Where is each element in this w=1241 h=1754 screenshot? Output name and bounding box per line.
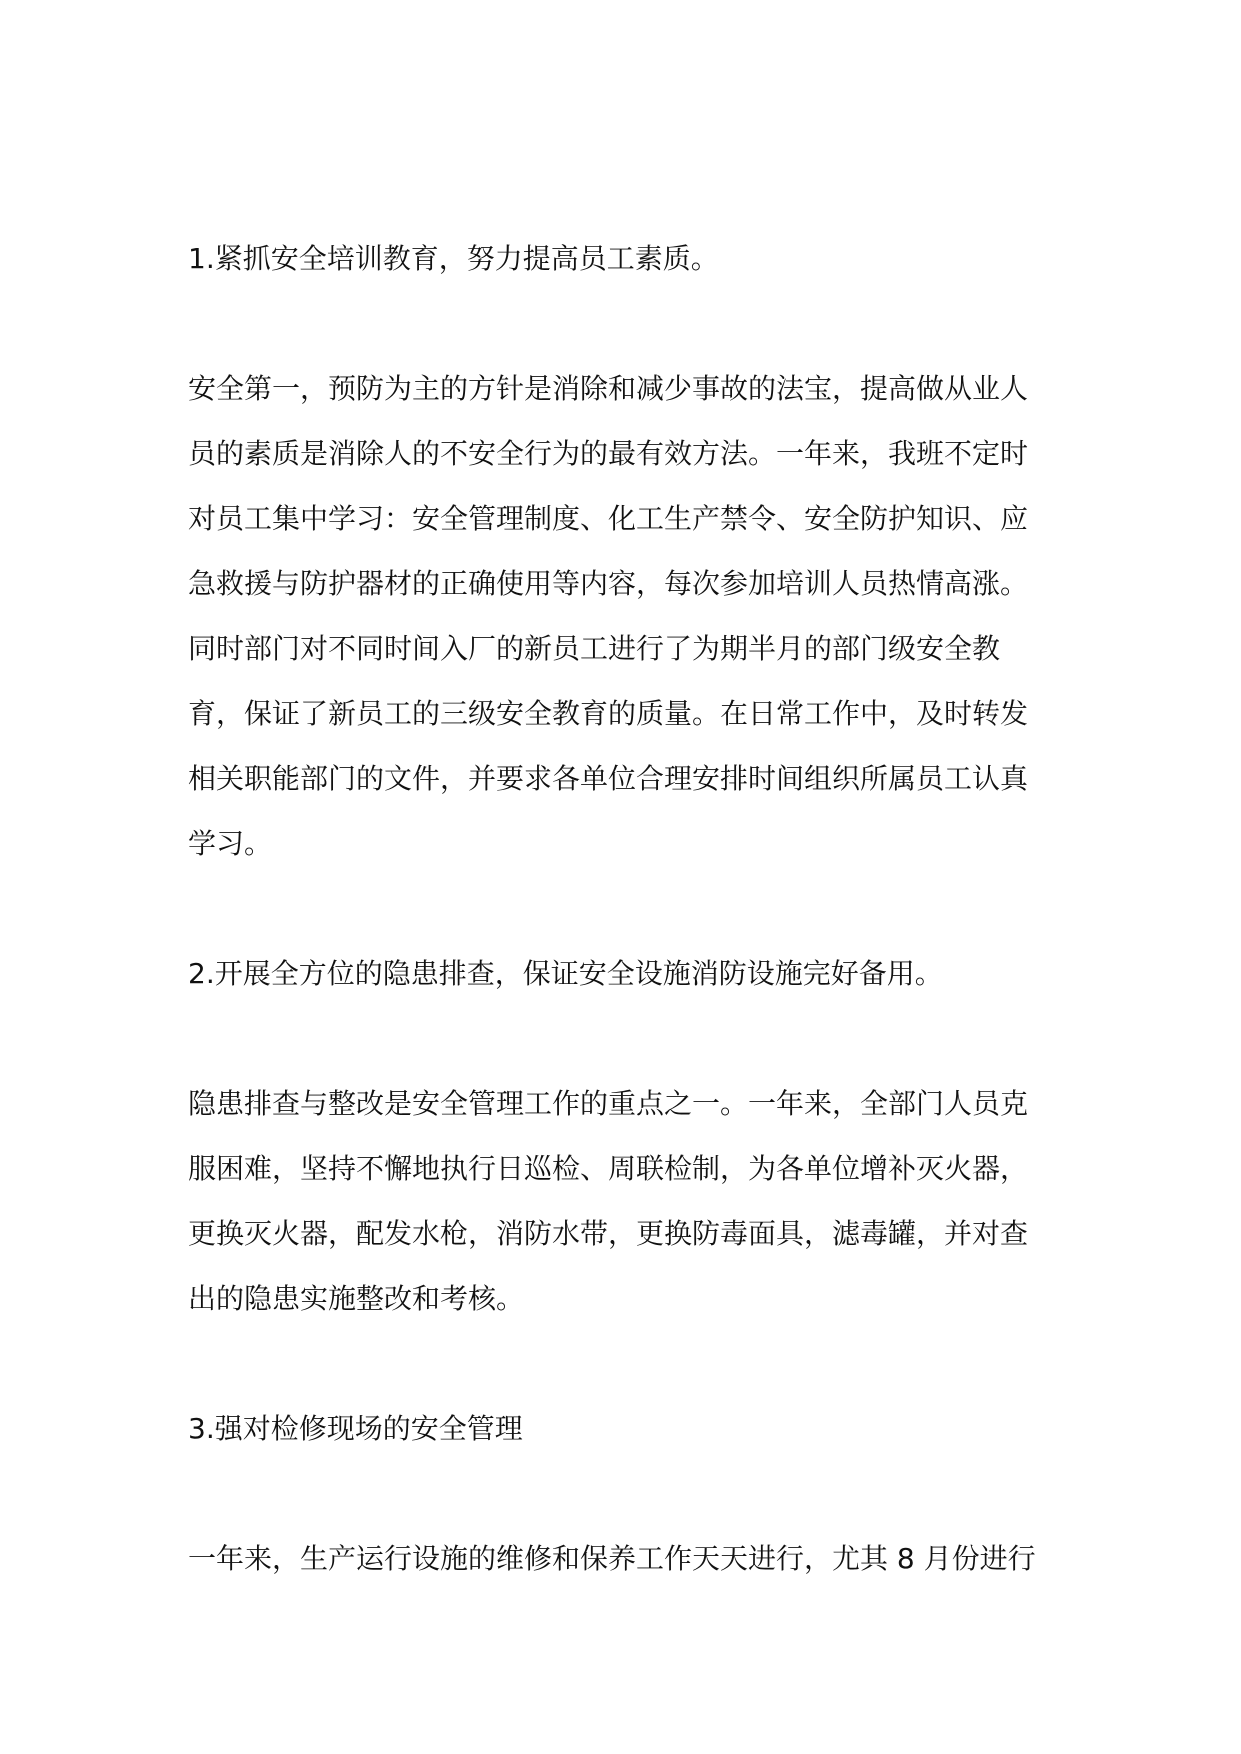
paragraph-line: 员的素质是消除人的不安全行为的最有效方法。一年来，我班不定时 <box>188 437 1029 470</box>
paragraph-line: 隐患排查与整改是安全管理工作的重点之一。一年来，全部门人员克 <box>188 1087 1029 1120</box>
section-3-heading <box>188 1396 1068 1461</box>
paragraph-line: 同时部门对不同时间入厂的新员工进行了为期半月的部门级安全教 <box>188 632 1001 665</box>
paragraph-line: 对员工集中学习：安全管理制度、化工生产禁令、安全防护知识、应 <box>188 502 1029 535</box>
paragraph-line: 安全第一，预防为主的方针是消除和减少事故的法宝，提高做从业人 <box>188 372 1029 405</box>
paragraph-line: 出的隐患实施整改和考核。 <box>188 1282 525 1315</box>
heading-text: 3.强对检修现场的安全管理 <box>188 1412 523 1445</box>
paragraph-line: 相关职能部门的文件，并要求各单位合理安排时间组织所属员工认真 <box>188 762 1029 795</box>
heading-text: 2.开展全方位的隐患排查，保证安全设施消防设施完好备用。 <box>188 957 943 990</box>
paragraph-line: 更换灭火器，配发水枪，消防水带，更换防毒面具，滤毒罐，并对查 <box>188 1217 1029 1250</box>
section-1-heading <box>188 226 1068 291</box>
paragraph-line: 一年来，生产运行设施的维修和保养工作天天进行，尤其 8 月份进行 <box>188 1542 1036 1575</box>
section-2-heading <box>188 941 1068 1006</box>
document-body <box>188 226 1068 1656</box>
heading-text: 1.紧抓安全培训教育，努力提高员工素质。 <box>188 242 719 275</box>
paragraph-line: 学习。 <box>188 827 273 860</box>
paragraph-line: 育，保证了新员工的三级安全教育的质量。在日常工作中，及时转发 <box>188 697 1029 730</box>
paragraph-line: 急救援与防护器材的正确使用等内容，每次参加培训人员热情高涨。 <box>188 567 1029 600</box>
section-1-paragraph <box>188 356 1068 876</box>
section-3-paragraph <box>188 1526 1068 1591</box>
paragraph-line: 服困难，坚持不懈地执行日巡检、周联检制，为各单位增补灭火器， <box>188 1152 1029 1185</box>
section-2-paragraph <box>188 1071 1068 1331</box>
